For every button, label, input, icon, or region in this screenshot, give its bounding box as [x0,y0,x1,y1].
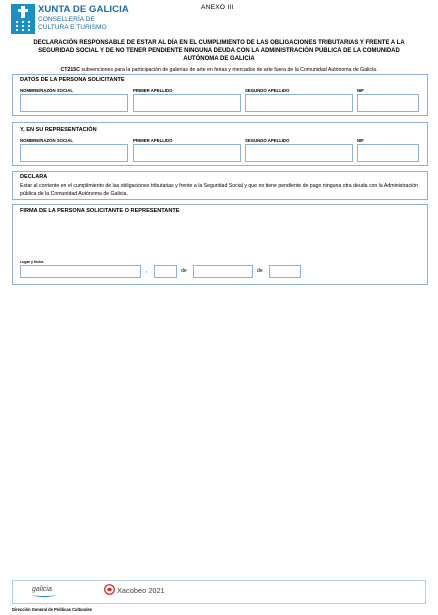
applicant-surname1-field[interactable] [133,94,241,112]
applicant-nif-field[interactable] [357,94,419,112]
directorate-label: Dirección General de Políticas Culturales [12,607,93,612]
applicant-name-field[interactable] [20,94,128,112]
document-title: DECLARACIÓN RESPONSABLE DE ESTAR AL DÍA EN EL CUMPLIMIENTO DE LAS OBLIGACIONES TRIBUTARIAS Y FRENTE A LA SEGURIDAD SOCIAL Y DE NO TENER PENDIENTE NINGUNA DEUDA CON LA ADMINISTRACIÓN PÚBLICA DE LA COMUNIDAD AUTÓNOMA DE GALICIA [33,40,405,62]
day-field[interactable] [154,265,177,278]
applicant-surname2-label: SEGUNDO APELLIDO [245,88,290,93]
representative-surname1-label: PRIMER APELLIDO [133,138,173,143]
galicia-logo: galicia [32,586,52,593]
representative-title: Y, EN SU REPRESENTACIÓN [20,127,97,133]
xunta-logo-icon [11,4,35,34]
xacobeo-icon [104,584,115,595]
place-field[interactable] [20,265,141,278]
xacobeo-logo: Xacobeo 2021 [117,586,165,595]
applicant-title: DATOS DE LA PERSONA SOLICITANTE [20,77,125,83]
representative-name-field[interactable] [20,144,128,162]
procedure-line [20,67,418,73]
annex-label: ANEXO III [201,4,234,11]
footer-logos [12,580,426,604]
declaration-title: DECLARA [20,174,48,180]
representative-surname2-field[interactable] [245,144,353,162]
applicant-nif-label: NIF [357,88,364,93]
representative-nif-label: NIF [357,138,364,143]
comma-separator: , [146,268,148,274]
representative-section [12,122,428,166]
declaration-section [12,171,428,200]
brand-name: XUNTA DE GALICIA [38,4,129,15]
applicant-surname1-label: PRIMER APELLIDO [133,88,173,93]
applicant-section [12,74,428,116]
galicia-swish-icon [33,593,55,597]
representative-surname2-label: SEGUNDO APELLIDO [245,138,290,143]
applicant-name-label: NOMBRE/RAZÓN SOCIAL [20,88,73,93]
department-name: CONSELLERÍA DE CULTURA E TURISMO [38,16,107,31]
representative-name-label: NOMBRE/RAZÓN SOCIAL [20,138,73,143]
applicant-surname2-field[interactable] [245,94,353,112]
month-field[interactable] [193,265,253,278]
year-field[interactable] [269,265,301,278]
signature-title: FIRMA DE LA PERSONA SOLICITANTE O REPRESENTANTE [20,208,180,214]
declaration-text: Estar al corriente en el cumplimiento de las obligaciones tributarias y frente a la Seguridad Social y que no tiene pendiente de pago ninguna otra deuda con la Administración pública de la Comunidad Autónoma de Galicia. [20,183,418,197]
de-separator-1: de [181,268,187,274]
procedure-code: CT215C [60,67,80,73]
signature-section [12,204,428,285]
representative-surname1-field[interactable] [133,144,241,162]
procedure-text: subvenciones para la participación de galerías de arte en ferias y mercados de arte fuera de la Comunidad Autónoma de Galicia. [81,67,378,73]
place-date-label: Lugar y fecha [20,260,44,264]
representative-nif-field[interactable] [357,144,419,162]
de-separator-2: de [257,268,263,274]
